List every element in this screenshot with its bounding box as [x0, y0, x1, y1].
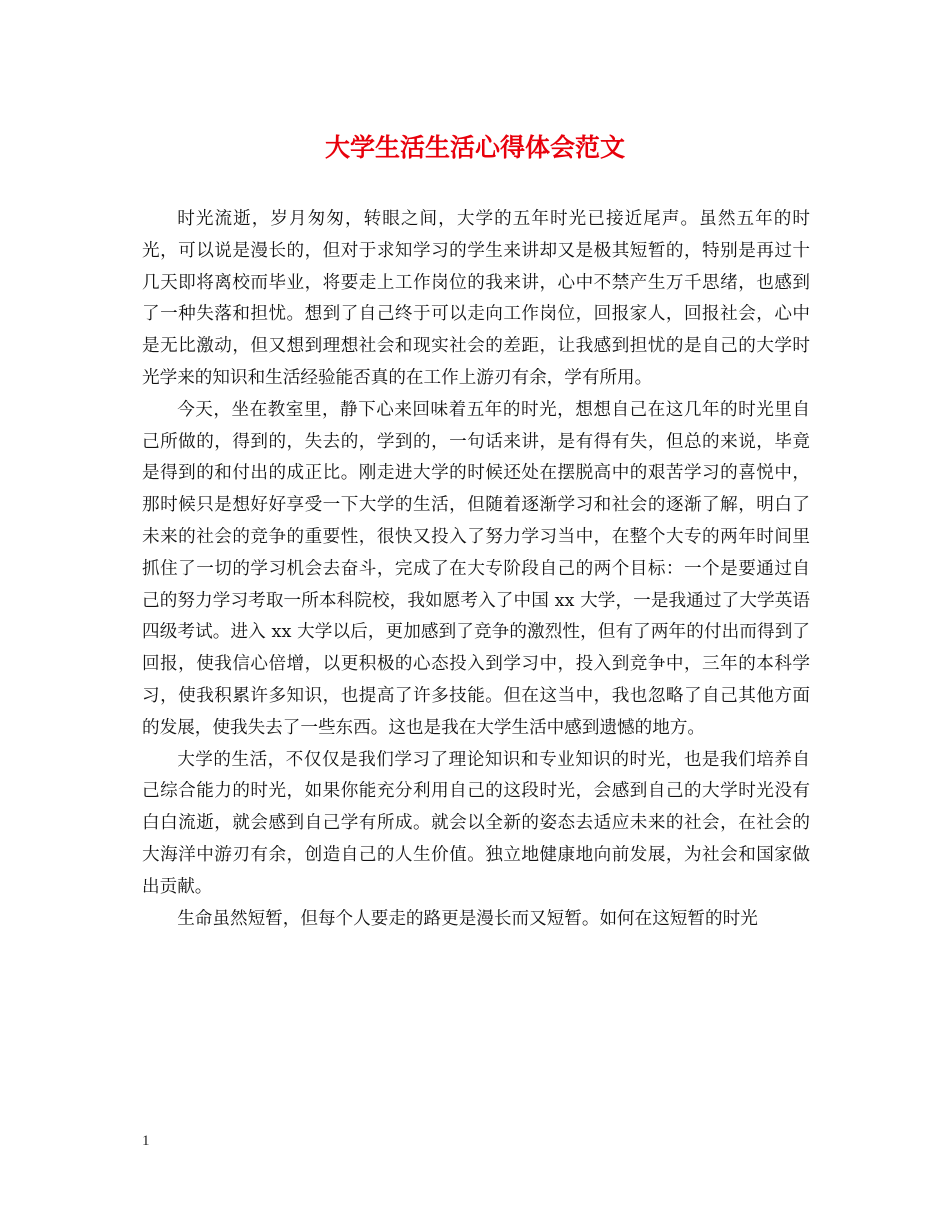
paragraph-2: 今天，坐在教室里，静下心来回味着五年的时光，想想自己在这几年的时光里自己所做的，得到的，失去的，学到的，一句话来讲，是有得有失，但总的来说，毕竟是得到的和付出的成正比。刚走进大学的时候还处在摆脱高中的艰苦学习的喜悦中，那时候只是想好好享受一下大学的生活，但随着逐渐学习和社会的逐渐了解，明白了未来的社会的竞争的重要性，很快又投入了努力学习当中，在整个大专的两年时间里抓住了一切的学习机会去奋斗，完成了在大专阶段自己的两个目标：一个是要通过自己的努力学习考取一所本科院校，我如愿考入了中国 xx 大学，一是我通过了大学英语四级考试。进入 xx 大学以后，更加感到了竞争的激烈性，但有了两年的付出而得到了回报，使我信心倍增，以更积极的心态投入到学习中，投入到竞争中，三年的本科学习，使我积累许多知识，也提高了许多技能。但在这当中，我也忽略了自己其他方面的发展，使我失去了一些东西。这也是我在大学生活中感到遗憾的地方。	[142, 399, 810, 738]
paragraph-4: 生命虽然短暂，但每个人要走的路更是漫长而又短暂。如何在这短暂的时光	[177, 908, 758, 929]
document-title: 大学生活生活心得体会范文	[324, 133, 625, 162]
page-number: 1	[142, 1133, 150, 1149]
document-body	[142, 204, 810, 935]
paragraph-1: 时光流逝，岁月匆匆，转眼之间，大学的五年时光已接近尾声。虽然五年的时光，可以说是漫长的，但对于求知学习的学生来讲却又是极其短暂的，特别是再过十几天即将离校而毕业，将要走上工作岗位的我来讲，心中不禁产生万千思绪，也感到了一种失落和担忧。想到了自己终于可以走向工作岗位，回报家人，回报社会，心中是无比激动，但又想到理想社会和现实社会的差距，让我感到担忧的是自己的大学时光学来的知识和生活经验能否真的在工作上游刃有余，学有所用。	[142, 209, 810, 388]
paragraph-3: 大学的生活，不仅仅是我们学习了理论知识和专业知识的时光，也是我们培养自己综合能力的时光，如果你能充分利用自己的这段时光，会感到自己的大学时光没有白白流逝，就会感到自己学有所成。就会以全新的姿态去适应未来的社会，在社会的大海洋中游刃有余，创造自己的人生价值。独立地健康地向前发展，为社会和国家做出贡献。	[142, 749, 810, 897]
